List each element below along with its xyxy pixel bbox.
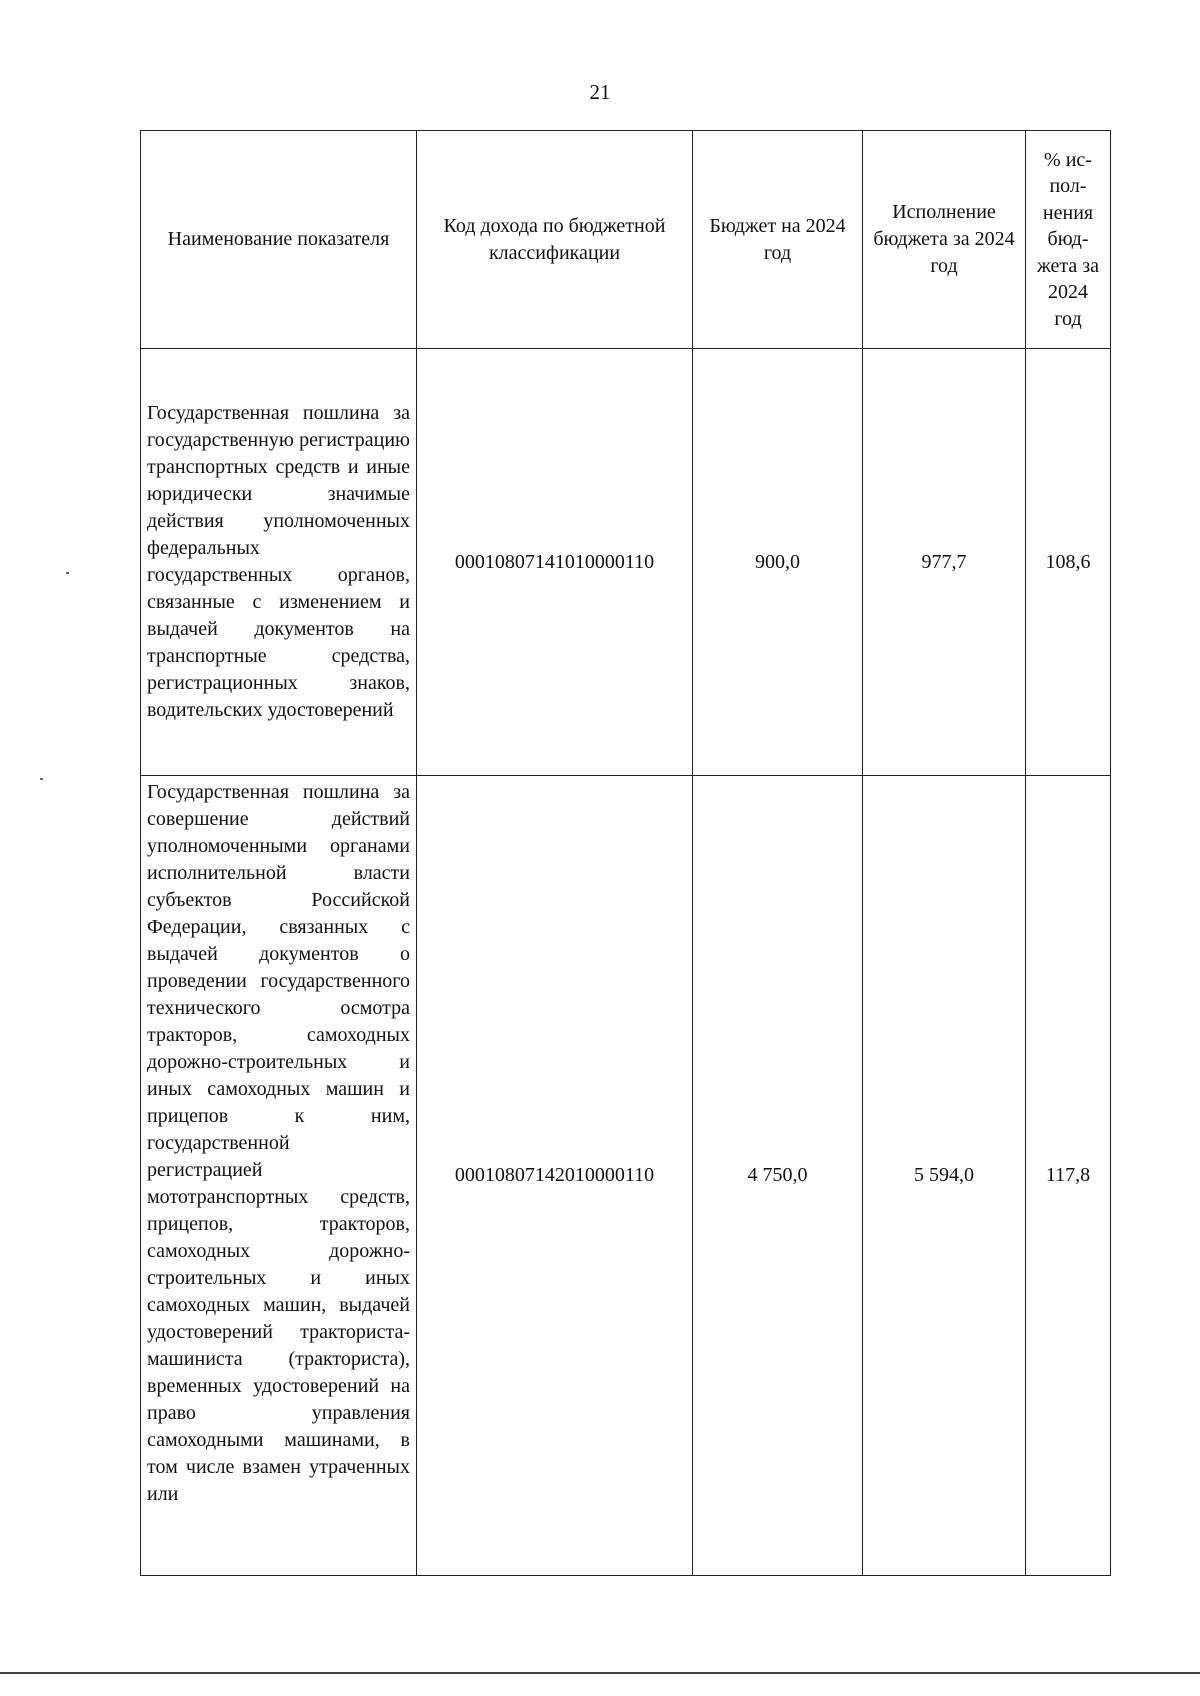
row-percent-cell	[1026, 776, 1111, 1576]
row-name-cell	[141, 349, 417, 776]
row-name-cell	[141, 776, 417, 1576]
row-budget-cell	[693, 776, 863, 1576]
scan-speck	[40, 778, 43, 780]
row-code: 00010807141010000110	[454, 550, 655, 573]
row-execution-cell	[863, 349, 1026, 776]
header-code-text: Код дохода по бюджетной классификации	[443, 214, 666, 264]
row-budget: 900,0	[755, 550, 800, 573]
row-budget: 4 750,0	[747, 1164, 808, 1186]
row-execution: 5 594,0	[914, 1164, 974, 1186]
row-percent-cell	[1026, 349, 1111, 776]
row-percent: 117,8	[1045, 1164, 1091, 1186]
table-header-row	[141, 131, 1111, 349]
row-code-cell	[417, 349, 693, 776]
row-code: 00010807142010000110	[454, 1164, 655, 1186]
row-code-cell	[417, 776, 693, 1576]
row-name-clip	[147, 779, 410, 1573]
header-name-text: Наименование показателя	[167, 228, 390, 250]
page-number: 21	[589, 80, 611, 104]
row-execution-cell	[863, 776, 1026, 1576]
row-name: Государственная пошлина за государственную регистрацию транспортных средств и иные юридически значимые действия уполномоченных федеральных государственных органов, связанные с изменением и выдачей документов на транспортные средства, регистрационных знаков, водительских удостоверений	[147, 402, 410, 721]
table-row	[141, 776, 1111, 1576]
header-budget-text: Бюджет на 2024 год	[709, 214, 846, 264]
header-code	[417, 131, 693, 349]
header-percent-text: % ис-пол-нения бюд-жета за 2024 год	[1036, 148, 1100, 330]
row-execution: 977,7	[921, 550, 967, 573]
header-execution-text: Исполнение бюджета за 2024 год	[873, 201, 1015, 277]
row-percent: 108,6	[1045, 550, 1091, 573]
header-percent	[1026, 131, 1111, 349]
row-name: Государственная пошлина за совершение действий уполномоченными органами исполнительной власти субъектов Российской Федерации, связанных с выдачей документов о проведении государственного технического осмотра тракторов, самоходных дорожно-строительных и иных самоходных машин и прицепов к ним, государственной регистрацией мототранспортных средств, прицепов, тракторов, самоходных дорожно-строительных и иных самоходных машин, выдачей удостоверений тракториста-машиниста (тракториста), временных удостоверений на право управления самоходными машинами, в том числе взамен утраченных или	[147, 780, 410, 1505]
scan-edge-line	[0, 1672, 1200, 1674]
header-name	[141, 131, 417, 349]
header-budget	[693, 131, 863, 349]
header-execution	[863, 131, 1026, 349]
scan-speck	[66, 572, 69, 574]
budget-table	[140, 130, 1111, 1576]
table-row	[141, 349, 1111, 776]
row-budget-cell	[693, 349, 863, 776]
